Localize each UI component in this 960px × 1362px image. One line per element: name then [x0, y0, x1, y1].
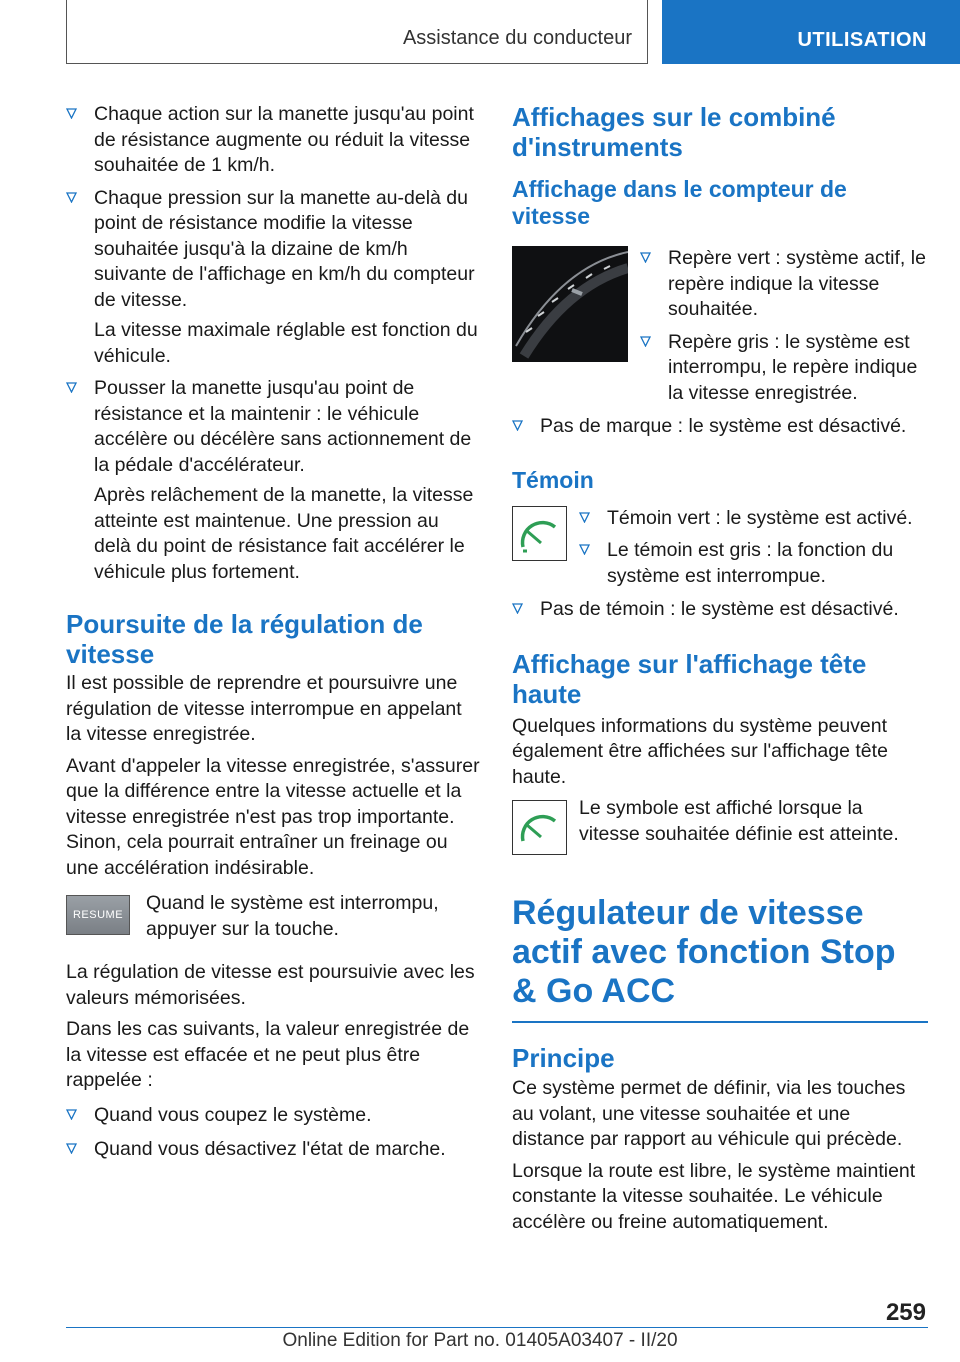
paragraph: Dans les cas suivants, la valeur enregistrée de la vitesse est effacée et ne peut plus être rappelée : — [66, 1018, 470, 1091]
list-item: Chaque action sur la manette jusqu'au point de résistance augmente ou réduit la vitesse souhaitée de 1 km/h. — [66, 102, 480, 179]
edition-footer: Online Edition for Part no. 01405A03407 - II/20 — [282, 1330, 678, 1351]
page-number: 259 — [885, 1299, 926, 1326]
triangle-bullet-icon — [579, 544, 590, 555]
speedo-list — [640, 246, 928, 406]
paragraph: Lorsque la route est libre, le système maintient constante la vitesse souhaitée. Le véhicule accélère ou freine automatiquement. — [512, 1159, 916, 1233]
cruise-indicator-icon — [512, 506, 567, 561]
section-heading: Poursuite de la régulation de vitesse — [66, 609, 423, 669]
triangle-bullet-icon — [579, 512, 590, 523]
hud-cruise-icon — [512, 800, 567, 855]
section-heading: Principe — [512, 1043, 615, 1073]
footer-rule — [66, 1327, 928, 1328]
paragraph: Il est possible de reprendre et poursuivre une régulation de vitesse interrompue en appelant la vitesse enregistrée. — [66, 672, 462, 745]
paragraph: Quelques informations du système peuvent également être affichées sur l'affichage tête haute. — [512, 714, 888, 788]
item-note: La vitesse maximale réglable est fonction du véhicule. — [94, 319, 478, 367]
list-item: Repère vert : système actif, le repère indique la vitesse souhaitée. — [640, 246, 928, 323]
list-item: Le témoin est gris : la fonction du système est interrompue. — [579, 538, 928, 589]
subsection-heading: Témoin — [512, 466, 594, 493]
subsection-heading: Affichage dans le compteur de vitesse — [512, 176, 847, 229]
speedometer-image — [512, 246, 628, 362]
triangle-bullet-icon — [66, 382, 77, 393]
speedometer-figure — [512, 246, 928, 406]
triangle-bullet-icon — [512, 420, 523, 431]
chapter-tab: UTILISATION — [662, 0, 960, 64]
list-item: Pas de marque : le système est désactivé. — [512, 414, 928, 440]
list-item: Témoin vert : le système est activé. — [579, 506, 928, 532]
item-note: Après relâchement de la manette, la vitesse atteinte est maintenue. Une pression au delà du point de résistance fait accélérer le véhicule plus fortement. — [94, 484, 474, 583]
triangle-bullet-icon — [640, 336, 651, 347]
triangle-bullet-icon — [66, 1109, 77, 1120]
hud-figure — [512, 797, 928, 855]
heading-rule — [512, 1021, 928, 1023]
list-item: Pas de témoin : le système est désactivé. — [512, 597, 928, 623]
triangle-bullet-icon — [640, 252, 651, 263]
section-title: Assistance du conducteur — [402, 27, 632, 49]
list-item: Chaque pression sur la manette au-delà du point de résistance modifie la vitesse souhaitée jusqu'à la dizaine de km/h suivante de l'affichage en km/h du compteur de vitesse. — [66, 186, 480, 314]
paragraph: Ce système permet de définir, via les touches au volant, une vitesse souhaitée et une distance par rapport au véhicule qui précède. — [512, 1077, 906, 1150]
chapter-heading: Régulateur de vitesse actif avec fonction Stop & Go ACC — [512, 894, 896, 1010]
triangle-bullet-icon — [66, 108, 77, 119]
list-item: Quand vous désactivez l'état de marche. — [66, 1137, 480, 1163]
indicator-list — [579, 506, 928, 590]
section-heading: Affichage sur l'affichage tête haute — [512, 648, 867, 709]
right-column — [512, 102, 928, 1235]
paragraph: La régulation de vitesse est poursuivie avec les valeurs mémorisées. — [66, 961, 475, 1009]
hud-caption: Le symbole est affiché lorsque la vitesse souhaitée définie est atteinte. — [579, 797, 899, 845]
resume-button-icon: RESUME — [66, 895, 130, 935]
paragraph: Avant d'appeler la vitesse enregistrée, s'assurer que la différence entre la vitesse actuelle et la vitesse enregistrée n'est pas trop importante. Sinon, cela pourrait entraîner un freinage ou une accélération indésirable. — [66, 754, 480, 879]
section-heading: Affichages sur le combiné d'instruments — [512, 102, 836, 162]
triangle-bullet-icon — [66, 1143, 77, 1154]
list-item: Repère gris : le système est interrompu, le repère indique la vitesse enregistrée. — [640, 330, 928, 407]
list-item: Quand vous coupez le système. — [66, 1103, 480, 1129]
resume-caption: Quand le système est interrompu, appuyer sur la touche. — [146, 892, 439, 940]
left-column — [66, 102, 480, 1163]
list-item: Pousser la manette jusqu'au point de résistance et la maintenir : le véhicule accélère ou décélère sans actionnement de la pédale d'accélérateur. — [66, 376, 480, 478]
triangle-bullet-icon — [512, 603, 523, 614]
indicator-figure — [512, 506, 928, 590]
resume-figure — [66, 892, 480, 942]
triangle-bullet-icon — [66, 192, 77, 203]
